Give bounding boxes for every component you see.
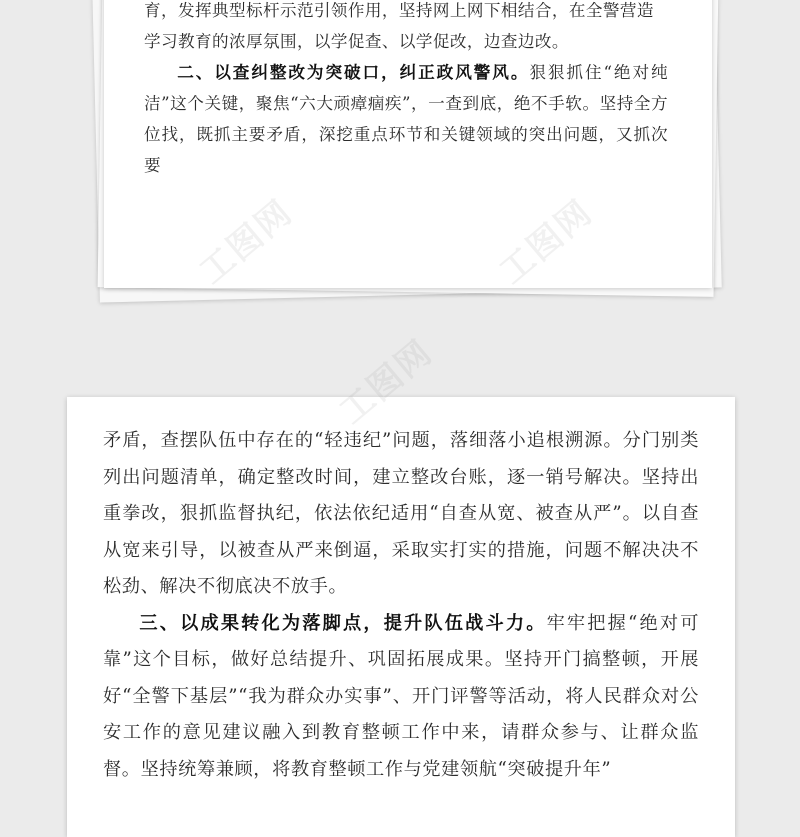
document-page-bottom [67, 397, 735, 837]
paragraph-continued: 矛盾，查摆队伍中存在的“轻违纪”问题，落细落小追根溯源。分门别类列出问题清单，确定整改时间，建立整改台账，逐一销号解决。坚持出重拳改，狠抓监督执纪，依法依纪适用“自查从宽、被查从严”。以自查从宽来引导，以被查从严来倒逼，采取实打实的措施，问题不解决决不松劲、解决不彻底决不放手。 [103, 430, 699, 597]
watermark-logo: 工图网 [332, 332, 441, 433]
section-2-heading: 二、以查纠整改为突破口，纠正政风警风。 [177, 62, 530, 82]
document-page-top [104, 0, 712, 288]
section-3-heading: 三、以成果转化为落脚点，提升队伍战斗力。 [139, 612, 547, 634]
section-3-paragraph [103, 606, 699, 789]
text-line: 学习教育的浓厚氛围，以学促查、以学促改，边查边改。 [144, 32, 569, 51]
section-3-text: 牢牢把握“绝对可靠”这个目标，做好总结提升、巩固拓展成果。坚持开门搞整顿，开展好“全警下基层”“我为群众办实事”、开门评警等活动，将人民群众对公安工作的意见建议融入到教育整顿工作中来，请群众参与、让群众监督。坚持统筹兼顾，将教育整顿工作与党建领航“突破提升年” [103, 612, 699, 780]
page-top-text [144, 0, 668, 181]
text-line: 育，发挥典型标杆示范引领作用，坚持网上网下相结合，在全警营造 [144, 1, 654, 20]
section-2-paragraph [144, 57, 668, 181]
page-bottom-text [103, 423, 699, 788]
section-2-text: 狠狠抓住“绝对纯洁”这个关键，聚焦“六大顽瘴痼疾”，一查到底，绝不手软。坚持全方位找，既抓主要矛盾，深挖重点环节和关键领域的突出问题，又抓次要 [144, 63, 668, 175]
